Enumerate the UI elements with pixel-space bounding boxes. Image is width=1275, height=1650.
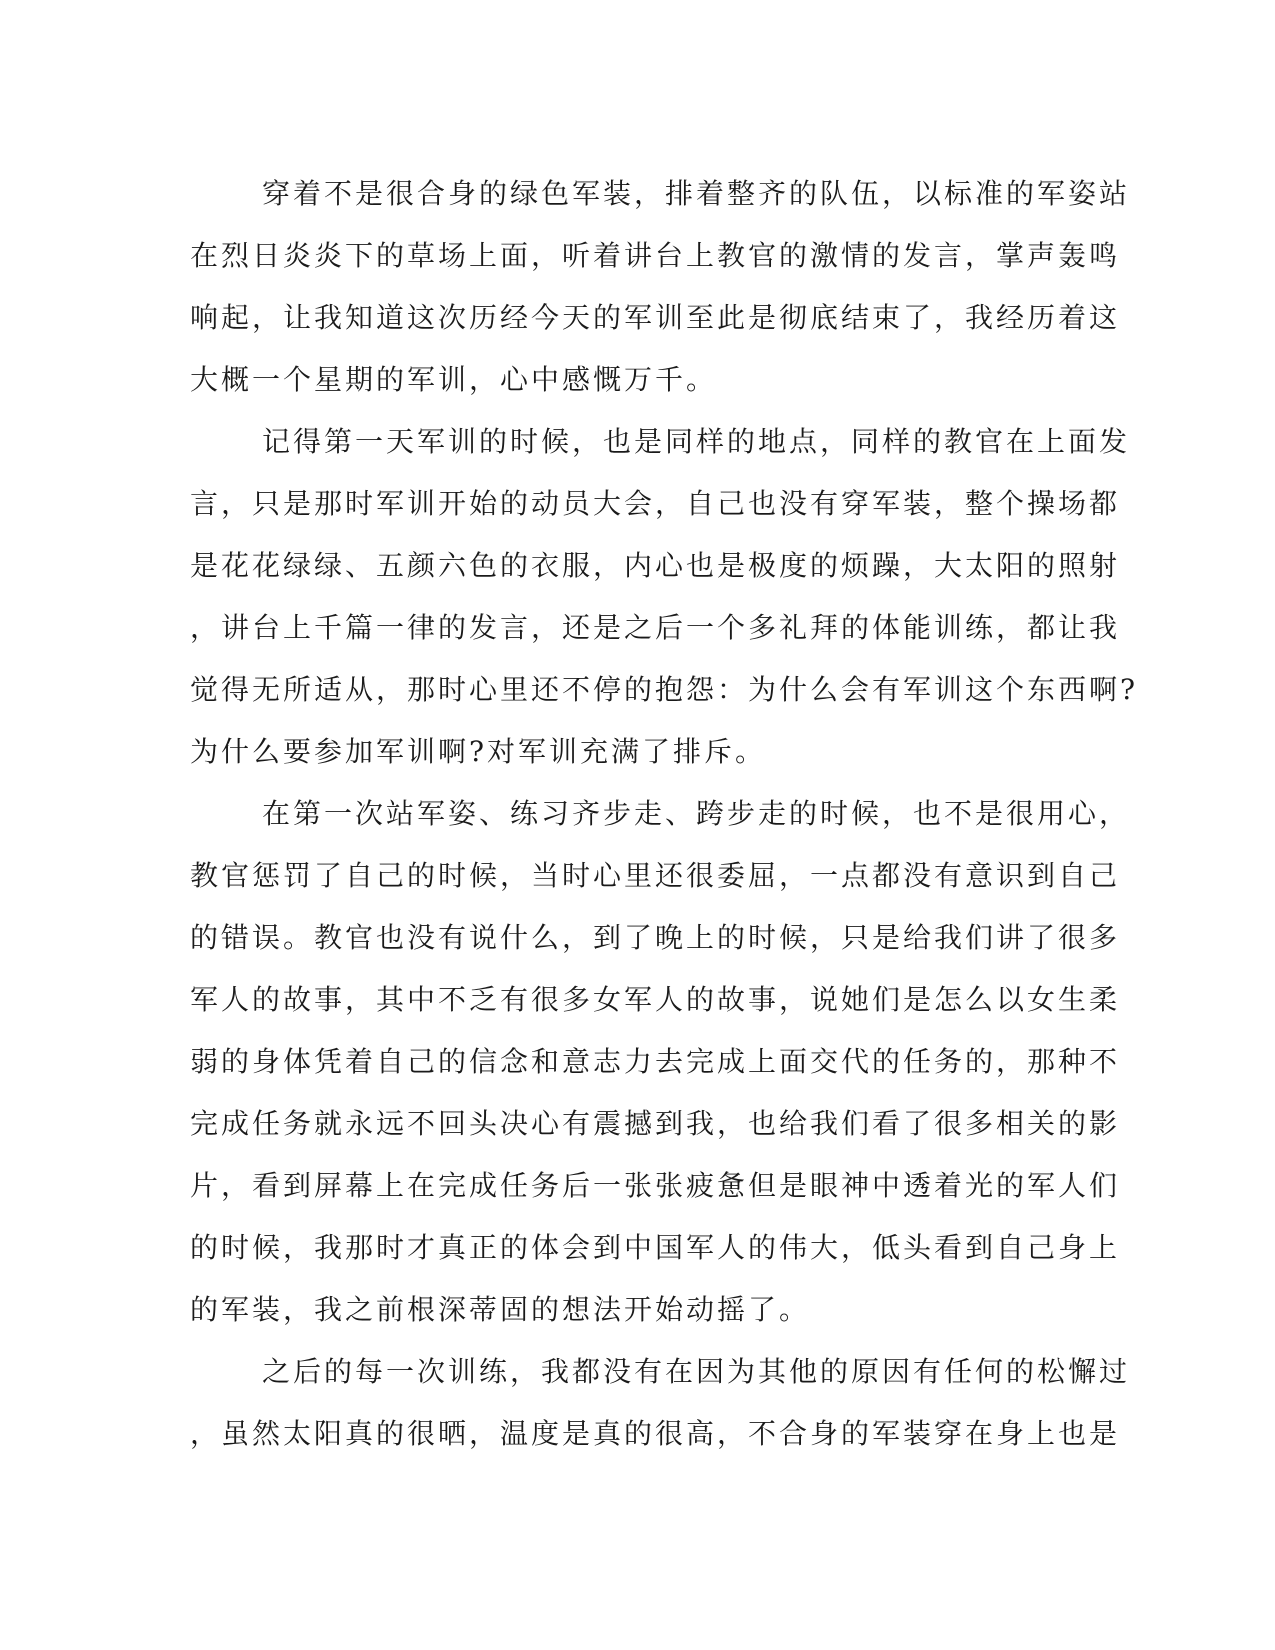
paragraph-line: 之后的每一次训练，我都没有在因为其他的原因有任何的松懈过 bbox=[262, 1355, 1131, 1388]
paragraph-line: 片，看到屏幕上在完成任务后一张张疲惫但是眼神中透着光的军人们 bbox=[190, 1169, 1121, 1202]
paragraph-line: 的军装，我之前根深蒂固的想法开始动摇了。 bbox=[190, 1293, 811, 1326]
paragraph-line: 为什么要参加军训啊?对军训充满了排斥。 bbox=[190, 735, 767, 768]
paragraph-line: 的错误。教官也没有说什么，到了晚上的时候，只是给我们讲了很多 bbox=[190, 921, 1121, 954]
paragraph-3 bbox=[190, 783, 1131, 1341]
paragraph-line: 穿着不是很合身的绿色军装，排着整齐的队伍，以标准的军姿站 bbox=[262, 177, 1131, 210]
paragraph-line: ，虽然太阳真的很晒，温度是真的很高，不合身的军装穿在身上也是 bbox=[190, 1417, 1121, 1450]
paragraph-line: 弱的身体凭着自己的信念和意志力去完成上面交代的任务的，那种不 bbox=[190, 1045, 1121, 1078]
paragraph-line: 教官惩罚了自己的时候，当时心里还很委屈，一点都没有意识到自己 bbox=[190, 859, 1121, 892]
document-body bbox=[190, 163, 1139, 1465]
paragraph-line: 军人的故事，其中不乏有很多女军人的故事，说她们是怎么以女生柔 bbox=[190, 983, 1121, 1016]
paragraph-line: 言，只是那时军训开始的动员大会，自己也没有穿军装，整个操场都 bbox=[190, 487, 1121, 520]
paragraph-line: 是花花绿绿、五颜六色的衣服，内心也是极度的烦躁，大太阳的照射 bbox=[190, 549, 1121, 582]
paragraph-line: 完成任务就永远不回头决心有震撼到我，也给我们看了很多相关的影 bbox=[190, 1107, 1121, 1140]
paragraph-line: 大概一个星期的军训，心中感慨万千。 bbox=[190, 363, 718, 396]
paragraph-line: 在烈日炎炎下的草场上面，听着讲台上教官的激情的发言，掌声轰鸣 bbox=[190, 239, 1121, 272]
paragraph-line: 在第一次站军姿、练习齐步走、跨步走的时候，也不是很用心， bbox=[262, 797, 1131, 830]
paragraph-4 bbox=[190, 1341, 1131, 1465]
paragraph-1 bbox=[190, 163, 1131, 411]
paragraph-2 bbox=[190, 411, 1139, 783]
paragraph-line: ，讲台上千篇一律的发言，还是之后一个多礼拜的体能训练，都让我 bbox=[190, 611, 1121, 644]
paragraph-line: 觉得无所适从，那时心里还不停的抱怨：为什么会有军训这个东西啊? bbox=[190, 673, 1139, 706]
paragraph-line: 记得第一天军训的时候，也是同样的地点，同样的教官在上面发 bbox=[262, 425, 1131, 458]
paragraph-line: 的时候，我那时才真正的体会到中国军人的伟大，低头看到自己身上 bbox=[190, 1231, 1121, 1264]
paragraph-line: 响起，让我知道这次历经今天的军训至此是彻底结束了，我经历着这 bbox=[190, 301, 1121, 334]
